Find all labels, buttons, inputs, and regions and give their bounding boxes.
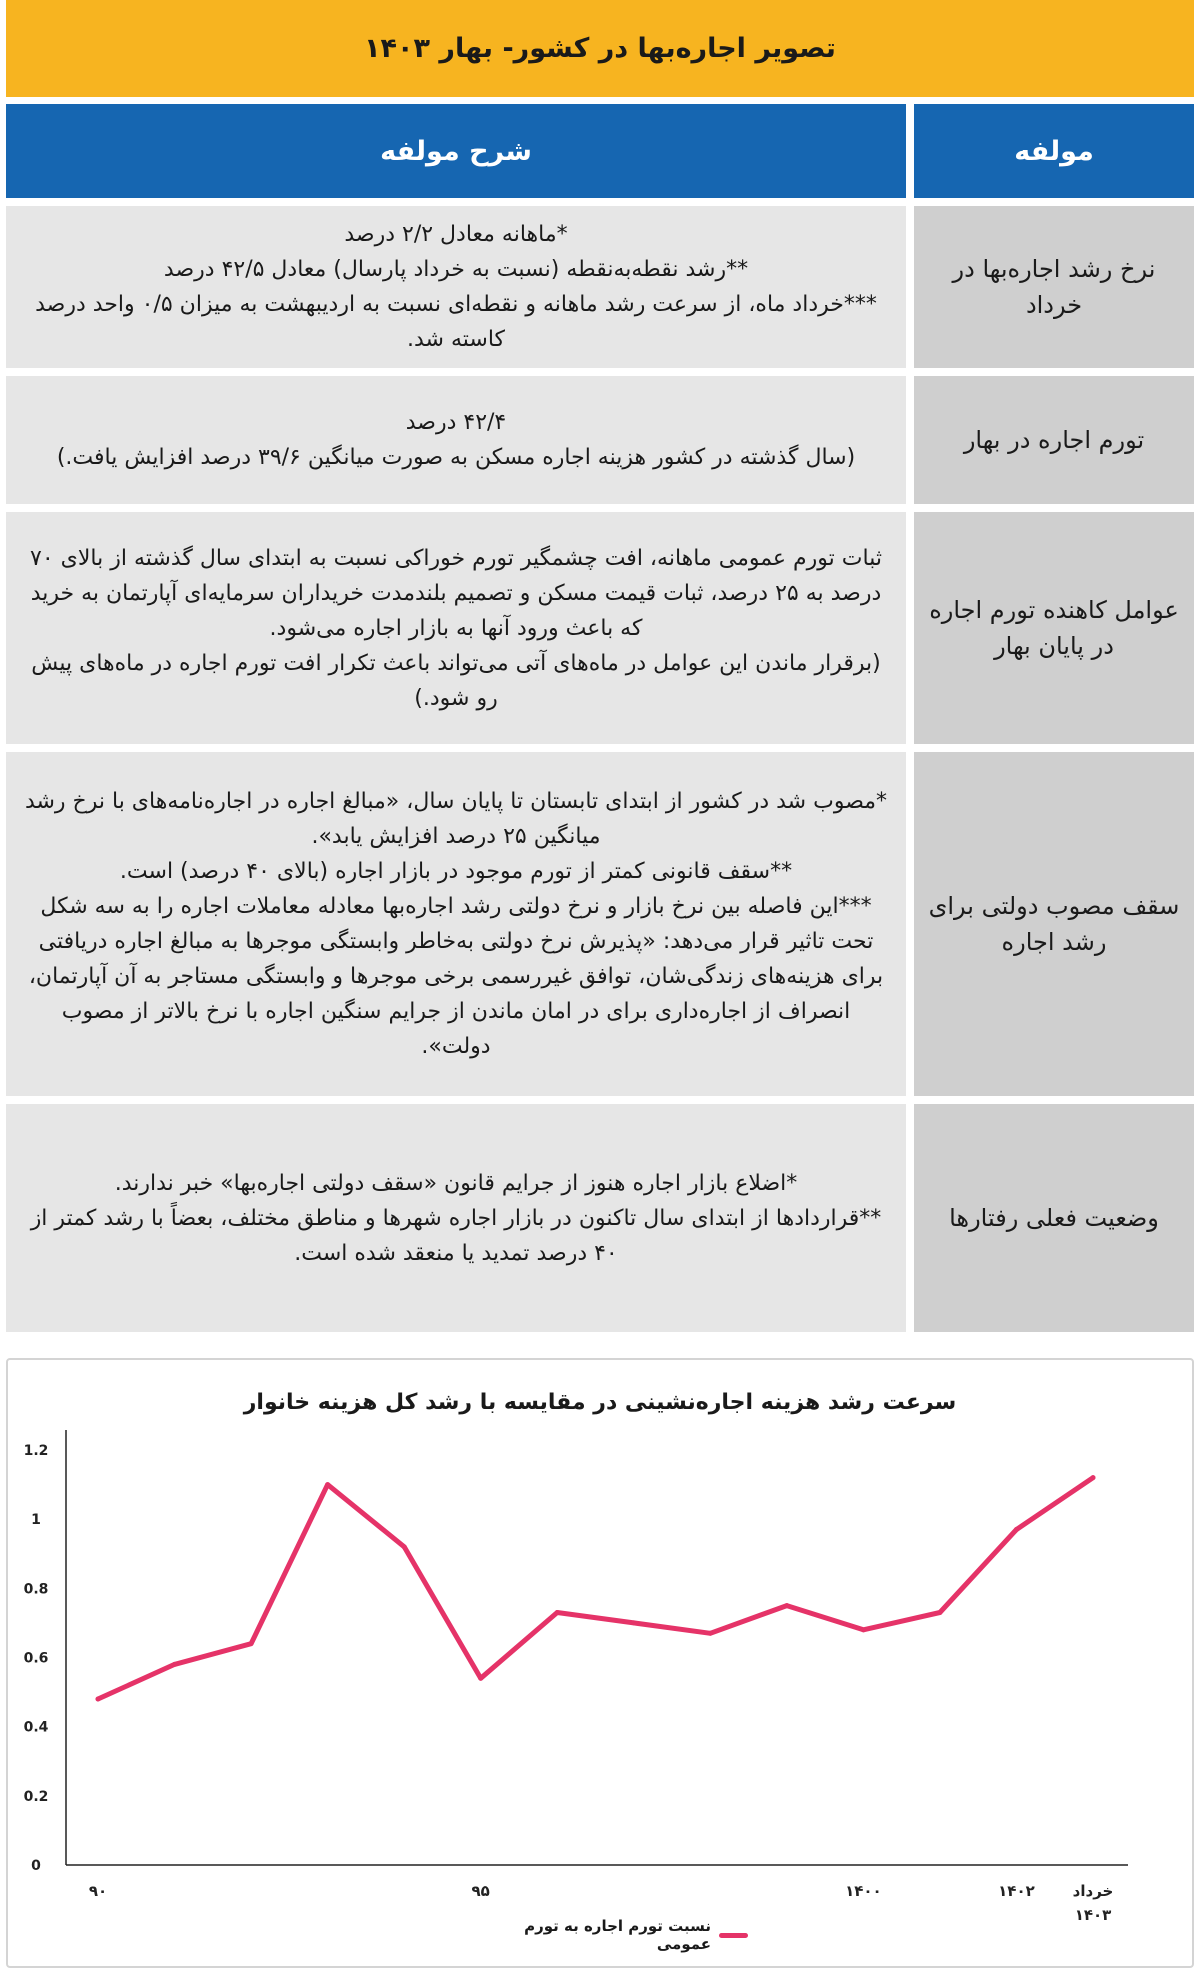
data-point	[478, 1676, 483, 1681]
line-chart	[8, 1360, 1192, 1966]
description-line: ۴۲/۴ درصد	[405, 410, 507, 435]
data-point	[708, 1631, 713, 1636]
legend-label: نسبت تورم اجاره به تورم عمومی	[524, 1917, 712, 1953]
description-line: *اضلاع بازار اجاره هنوز از جرایم قانون «سقف دولتی اجاره‌بها» خبر ندارند.	[114, 1170, 798, 1196]
data-point	[631, 1620, 636, 1625]
table-row	[6, 1104, 1194, 1332]
data-point	[96, 1697, 101, 1702]
y-tick-label: 1.2	[23, 1443, 49, 1459]
data-point	[937, 1610, 942, 1615]
table-row	[6, 752, 1194, 1096]
row-component: عوامل کاهنده تورم اجاره در پایان بهار	[914, 512, 1194, 744]
data-point	[1014, 1527, 1019, 1532]
x-tick-label-line2: ۱۴۰۳	[1074, 1906, 1112, 1924]
y-tick-label: 1	[31, 1512, 41, 1529]
legend-swatch	[719, 1933, 748, 1938]
description-line: (برقرار ماندن این عوامل در ماه‌های آتی می‌تواند باعث تکرار افت تورم اجاره در ماه‌های پیش رو شود.)	[31, 650, 881, 711]
row-component: وضعیت فعلی رفتارها	[914, 1104, 1194, 1332]
row-description	[6, 376, 906, 504]
y-tick-label: 0.2	[23, 1788, 49, 1805]
description-line: **سقف قانونی کمتر از تورم موجود در بازار اجاره (بالای ۴۰ درصد) است.	[119, 859, 793, 884]
series-line	[98, 1478, 1093, 1699]
header-description: شرح مولفه	[6, 104, 906, 198]
data-point	[555, 1610, 560, 1615]
table-row	[6, 206, 1194, 368]
row-component: تورم اجاره در بهار	[914, 376, 1194, 504]
row-component: نرخ رشد اجاره‌بها در خرداد	[914, 206, 1194, 368]
table-row	[6, 376, 1194, 504]
chart-legend	[488, 1917, 748, 1953]
page-title: تصویر اجاره‌بها در کشور- بهار ۱۴۰۳	[6, 0, 1194, 97]
x-tick-label: ۹۰	[88, 1882, 108, 1900]
data-point	[402, 1544, 407, 1549]
header-component: مولفه	[914, 104, 1194, 198]
data-point	[1091, 1475, 1096, 1480]
description-line: ***خرداد ماه، از سرعت رشد ماهانه و نقطه‌ای نسبت به اردیبهشت به میزان ۰/۵ واحد درصد کاسته شد.	[35, 292, 877, 352]
chart-container	[6, 1358, 1194, 1968]
x-tick-label: ۱۴۰۰	[845, 1882, 882, 1900]
description-line: ***این فاصله بین نرخ بازار و نرخ دولتی رشد اجاره‌بها معادله معاملات اجاره را به سه شکل تحت تاثیر قرار می‌دهد: «پذیرش نرخ دولتی به‌خاطر وابستگی موجرها به مبالغ اجاره دریافتی برای هزینه‌های زندگی‌شان، توافق غیررسمی برخی موجرها و وابستگی مستاجر به آن آپارتمان، انصراف از اجاره‌داری برای در امان ماندن از جرایم سنگین اجاره با نرخ بالاتر از مصوب دولت».	[28, 894, 884, 1059]
x-tick-label: ۱۴۰۲	[998, 1882, 1035, 1900]
data-point	[249, 1641, 254, 1646]
description-line: ثبات تورم عمومی ماهانه، افت چشمگیر تورم خوراکی نسبت به ابتدای سال گذشته از بالای ۷۰ درصد به ۲۵ درصد، ثبات قیمت مسکن و تصمیم بلندمدت خریداران سرمایه‌ای آپارتمان به خرید که باعث ورود آنها به بازار اجاره می‌شود.	[30, 545, 882, 641]
x-tick-label: خرداد	[1072, 1882, 1114, 1900]
chart-title: سرعت رشد هزینه اجاره‌نشینی در مقایسه با رشد کل هزینه خانوار	[243, 1390, 957, 1415]
row-description	[6, 752, 906, 1096]
row-description	[6, 1104, 906, 1332]
data-point	[784, 1603, 789, 1608]
row-description	[6, 512, 906, 744]
data-point	[325, 1482, 330, 1487]
description-line: **رشد نقطه‌به‌نقطه (نسبت به خرداد پارسال) معادل ۴۲/۵ درصد	[163, 257, 749, 282]
data-point	[861, 1627, 866, 1632]
y-tick-label: 0.4	[23, 1719, 49, 1736]
description-line: *مصوب شد در کشور از ابتدای تابستان تا پایان سال، «مبالغ اجاره در اجاره‌نامه‌های با نرخ رشد میانگین ۲۵ درصد افزایش یابد».	[24, 789, 888, 849]
description-line: (سال گذشته در کشور هزینه اجاره مسکن به صورت میانگین ۳۹/۶ درصد افزایش یافت.)	[56, 445, 856, 470]
x-tick-label: ۹۵	[471, 1882, 490, 1900]
row-component: سقف مصوب دولتی برای رشد اجاره	[914, 752, 1194, 1096]
y-tick-label: 0.6	[23, 1650, 49, 1667]
description-line: **قراردادها از ابتدای سال تاکنون در بازار اجاره شهرها و مناطق مختلف، بعضاً با رشد کمتر از ۴۰ درصد تمدید یا منعقد شده است.	[30, 1205, 882, 1266]
y-tick-label: 0	[31, 1858, 41, 1874]
row-description	[6, 206, 906, 368]
table-row	[6, 512, 1194, 744]
data-point	[172, 1662, 177, 1667]
description-line: *ماهانه معادل ۲/۲ درصد	[344, 222, 568, 247]
y-tick-label: 0.8	[23, 1581, 49, 1598]
